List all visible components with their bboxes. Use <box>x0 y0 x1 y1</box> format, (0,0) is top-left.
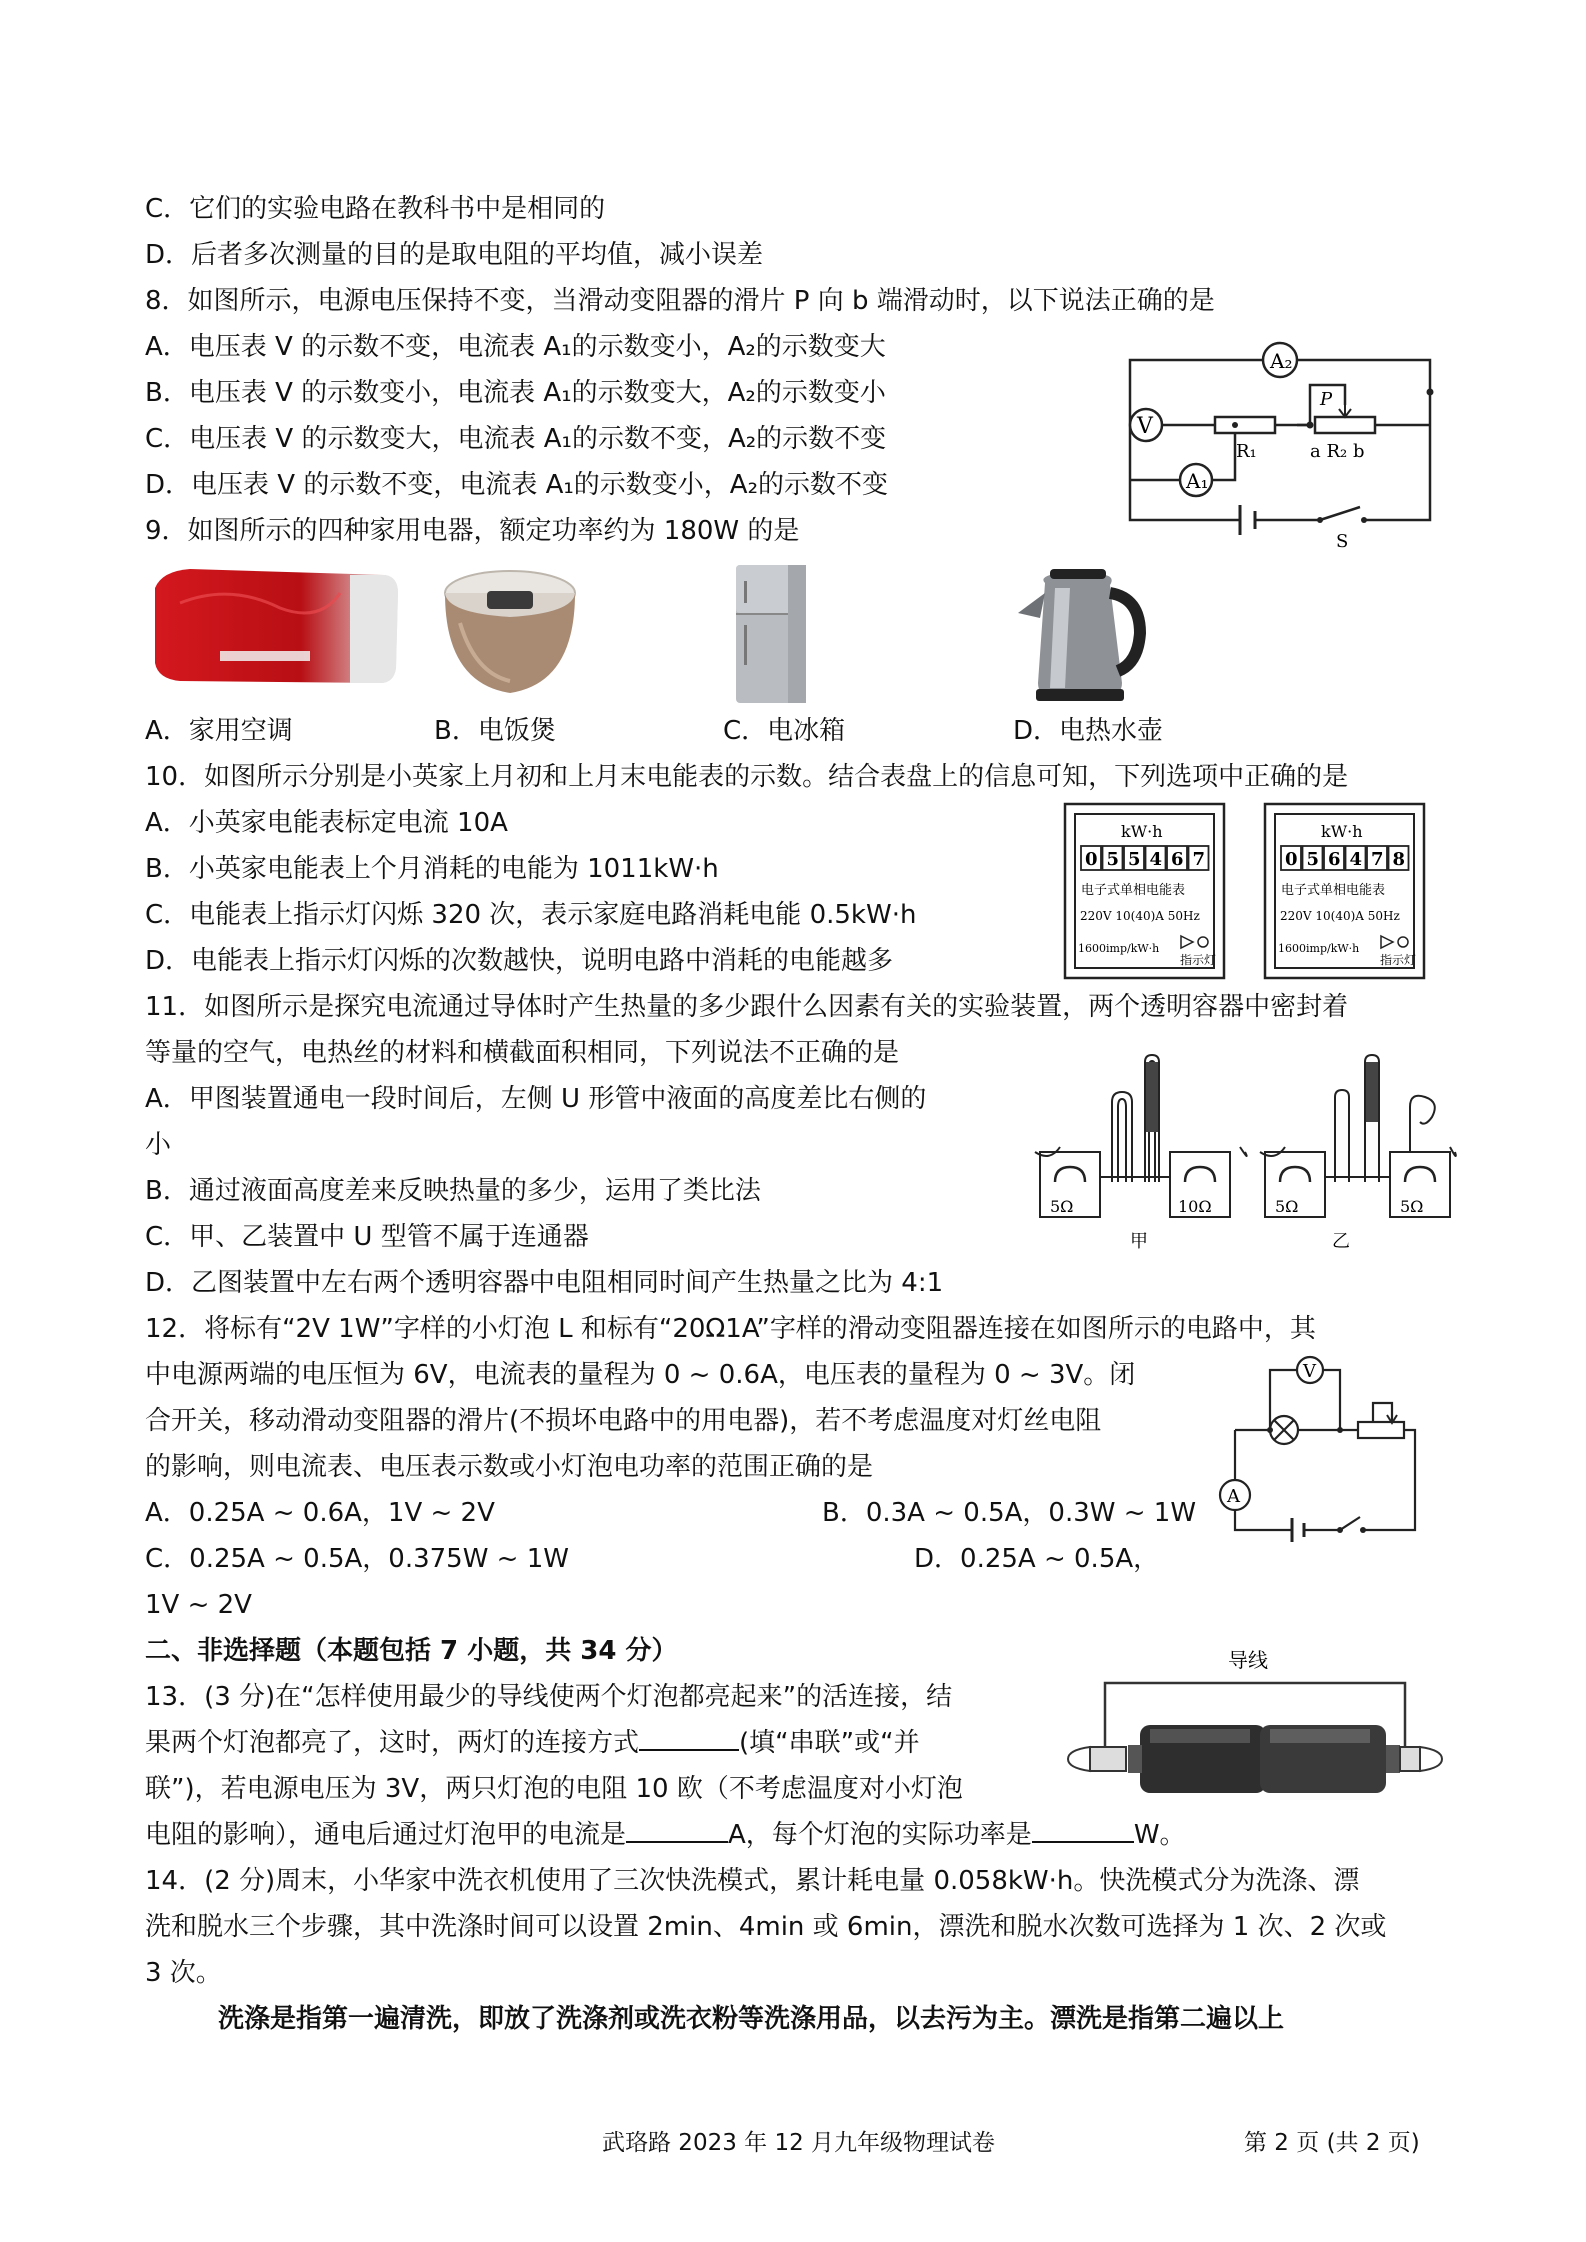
q11-heating-apparatus-diagram <box>1030 1052 1460 1252</box>
q7-option-d: D．后者多次测量的目的是取电阻的平均值，减小误差 <box>145 240 764 270</box>
q8-option-c: C．电压表 V 的示数变大，电流表 A₁的示数不变，A₂的示数不变 <box>145 424 887 454</box>
svg-text:220V 10(40)A 50Hz: 220V 10(40)A 50Hz <box>1080 909 1200 923</box>
meter-end-digit: 8 <box>1392 849 1406 870</box>
q13-line-3: 联”)，若电源电压为 3V，两只灯泡的电阻 10 欧（不考虑温度对小灯泡 <box>145 1774 963 1804</box>
q14-line-1: 14．(2 分)周末，小华家中洗衣机使用了三次快洗模式，累计耗电量 0.058kW·h。快洗模式分为洗涤、漂 <box>145 1866 1360 1896</box>
svg-text:1600imp/kW·h: 1600imp/kW·h <box>1278 942 1360 955</box>
q10-option-c: C．电能表上指示灯闪烁 320 次，表示家庭电路消耗电能 0.5kW·h <box>145 900 917 930</box>
q9-option-b: B．电饭煲 <box>434 716 556 746</box>
svg-text:kW·h: kW·h <box>1321 822 1363 841</box>
q10-option-a: A．小英家电能表标定电流 10A <box>145 808 508 838</box>
svg-text:指示灯: 指示灯 <box>1180 953 1217 967</box>
q13-blank-connection[interactable] <box>639 1727 739 1751</box>
q12-stem-1: 12．将标有“2V 1W”字样的小灯泡 L 和标有“20Ω1A”字样的滑动变阻器连接在如图所示的电路中，其 <box>145 1314 1316 1344</box>
q11-option-c: C．甲、乙装置中 U 型管不属于连通器 <box>145 1222 589 1252</box>
meter-end-digit: 6 <box>1328 849 1341 870</box>
meter-end-digit: 4 <box>1349 849 1363 870</box>
meter-start-digit: 5 <box>1106 849 1120 870</box>
meter-end-digit: 0 <box>1285 849 1298 870</box>
meter-start-digit: 5 <box>1128 849 1141 870</box>
q12-stem-3: 合开关，移动滑动变阻器的滑片(不损坏电路中的用电器)，若不考虑温度对灯丝电阻 <box>145 1406 1102 1436</box>
q13-line-2: 果两个灯泡都亮了，这时，两灯的连接方式 (填“串联”或“并 <box>145 1728 920 1758</box>
footer-exam-title: 武珞路 2023 年 12 月九年级物理试卷 <box>602 2130 996 2156</box>
q12-circuit-diagram <box>1210 1355 1430 1545</box>
q13-battery-bulb-diagram <box>1060 1645 1450 1805</box>
svg-text:S: S <box>1336 531 1349 552</box>
meter-start-digits <box>1081 846 1209 870</box>
meter-start-digit: 6 <box>1171 849 1184 870</box>
q9-option-a: A．家用空调 <box>145 716 293 746</box>
svg-text:电子式单相电能表: 电子式单相电能表 <box>1081 883 1186 898</box>
q11-stem-1: 11．如图所示是探究电流通过导体时产生热量的多少跟什么因素有关的实验装置，两个透明容器中密封着 <box>145 992 1349 1022</box>
svg-text:甲: 甲 <box>1130 1231 1148 1252</box>
footer-page-number: 第 2 页 (共 2 页) <box>1244 2130 1420 2156</box>
svg-text:V: V <box>1303 1361 1316 1382</box>
q14-line-3: 3 次。 <box>145 1958 222 1988</box>
svg-text:乙: 乙 <box>1332 1231 1350 1252</box>
q12-stem-2: 中电源两端的电压恒为 6V，电流表的量程为 0 ~ 0.6A，电压表的量程为 0 ~ 3V。闭 <box>145 1360 1136 1390</box>
q12-stem-4: 的影响，则电流表、电压表示数或小灯泡电功率的范围正确的是 <box>145 1452 874 1482</box>
electric-kettle-image <box>1010 563 1150 703</box>
svg-text:5Ω: 5Ω <box>1275 1197 1299 1216</box>
svg-text:V: V <box>1137 414 1153 439</box>
meter-end-digit: 7 <box>1371 849 1384 870</box>
meter-end-digits <box>1281 846 1409 870</box>
q13-line-1: 13．(3 分)在“怎样使用最少的导线使两个灯泡都亮起来”的活连接，结 <box>145 1682 953 1712</box>
section-2-title: 二、非选择题（本题包括 7 小题，共 34 分） <box>145 1636 678 1666</box>
q11-option-d: D．乙图装置中左右两个透明容器中电阻相同时间产生热量之比为 4:1 <box>145 1268 944 1298</box>
svg-text:R₁: R₁ <box>1236 441 1257 462</box>
meter-start-digit: 0 <box>1085 849 1098 870</box>
q8-option-b: B．电压表 V 的示数变小，电流表 A₁的示数变大，A₂的示数变小 <box>145 378 886 408</box>
q7-option-c: C．它们的实验电路在教科书中是相同的 <box>145 194 606 224</box>
q10-stem: 10．如图所示分别是小英家上月初和上月末电能表的示数。结合表盘上的信息可知，下列选项中正确的是 <box>145 762 1349 792</box>
meter-end-digit: 5 <box>1306 849 1320 870</box>
q10-option-b: B．小英家电能表上个月消耗的电能为 1011kW·h <box>145 854 719 884</box>
electric-meter-end <box>1263 802 1426 980</box>
q11-stem-2: 等量的空气，电热丝的材料和横截面积相同，下列说法不正确的是 <box>145 1038 900 1068</box>
q12-option-d: D．0.25A ~ 0.5A， <box>914 1544 1160 1574</box>
svg-text:电子式单相电能表: 电子式单相电能表 <box>1281 883 1386 898</box>
electric-meter-start <box>1063 802 1226 980</box>
meter-start-digit: 7 <box>1192 849 1206 870</box>
q12-option-d-cont: 1V ~ 2V <box>145 1590 252 1620</box>
q9-stem: 9．如图所示的四种家用电器，额定功率约为 180W 的是 <box>145 516 800 546</box>
q12-option-b: B．0.3A ~ 0.5A，0.3W ~ 1W <box>822 1498 1197 1528</box>
q13-blank-current[interactable] <box>626 1819 728 1843</box>
q13-line-4: 电阻的影响），通电后通过灯泡甲的电流是 A，每个灯泡的实际功率是 W。 <box>145 1820 1186 1850</box>
svg-text:P: P <box>1320 389 1333 410</box>
q11-option-b: B．通过液面高度差来反映热量的多少，运用了类比法 <box>145 1176 761 1206</box>
q13-blank-power[interactable] <box>1032 1819 1134 1843</box>
svg-text:A: A <box>1227 1486 1240 1507</box>
q8-option-a: A．电压表 V 的示数不变，电流表 A₁的示数变小，A₂的示数变大 <box>145 332 886 362</box>
svg-text:1600imp/kW·h: 1600imp/kW·h <box>1078 942 1160 955</box>
q10-option-d: D．电能表上指示灯闪烁的次数越快，说明电路中消耗的电能越多 <box>145 946 894 976</box>
q11-option-a-cont: 小 <box>145 1130 172 1160</box>
q11-option-a: A．甲图装置通电一段时间后，左侧 U 形管中液面的高度差比右侧的 <box>145 1084 927 1114</box>
air-conditioner-image <box>150 563 400 693</box>
svg-text:5Ω: 5Ω <box>1050 1197 1074 1216</box>
q12-option-c: C．0.25A ~ 0.5A，0.375W ~ 1W <box>145 1544 569 1574</box>
q14-line-2: 洗和脱水三个步骤，其中洗涤时间可以设置 2min、4min 或 6min，漂洗和脱水次数可选择为 1 次、2 次或 <box>145 1912 1387 1942</box>
svg-text:220V 10(40)A 50Hz: 220V 10(40)A 50Hz <box>1280 909 1400 923</box>
q12-option-a: A．0.25A ~ 0.6A，1V ~ 2V <box>145 1498 495 1528</box>
svg-text:kW·h: kW·h <box>1121 822 1163 841</box>
svg-text:导线: 导线 <box>1228 1648 1268 1672</box>
q8-circuit-diagram <box>1120 335 1445 555</box>
resistor-r1 <box>1215 417 1275 433</box>
q9-option-d: D．电热水壶 <box>1013 716 1164 746</box>
svg-text:5Ω: 5Ω <box>1400 1197 1424 1216</box>
q14-line-4: 洗涤是指第一遍清洗，即放了洗涤剂或洗衣粉等洗涤用品，以去污为主。漂洗是指第二遍以上 <box>218 2004 1285 2034</box>
rice-cooker-image <box>435 563 585 703</box>
svg-text:a R₂ b: a R₂ b <box>1310 441 1365 462</box>
q9-option-c: C．电冰箱 <box>723 716 846 746</box>
svg-text:指示灯: 指示灯 <box>1380 953 1417 967</box>
q8-stem: 8．如图所示，电源电压保持不变，当滑动变阻器的滑片 P 向 b 端滑动时，以下说法正确的是 <box>145 286 1215 316</box>
svg-text:A₁: A₁ <box>1186 469 1209 493</box>
refrigerator-image <box>728 563 813 708</box>
svg-text:10Ω: 10Ω <box>1178 1197 1212 1216</box>
q8-option-d: D．电压表 V 的示数不变，电流表 A₁的示数变小，A₂的示数不变 <box>145 470 889 500</box>
rheostat-r2 <box>1315 417 1375 433</box>
meter-start-digit: 4 <box>1149 849 1163 870</box>
slider-arrow-icon <box>1339 405 1351 417</box>
svg-text:A₂: A₂ <box>1270 349 1293 373</box>
